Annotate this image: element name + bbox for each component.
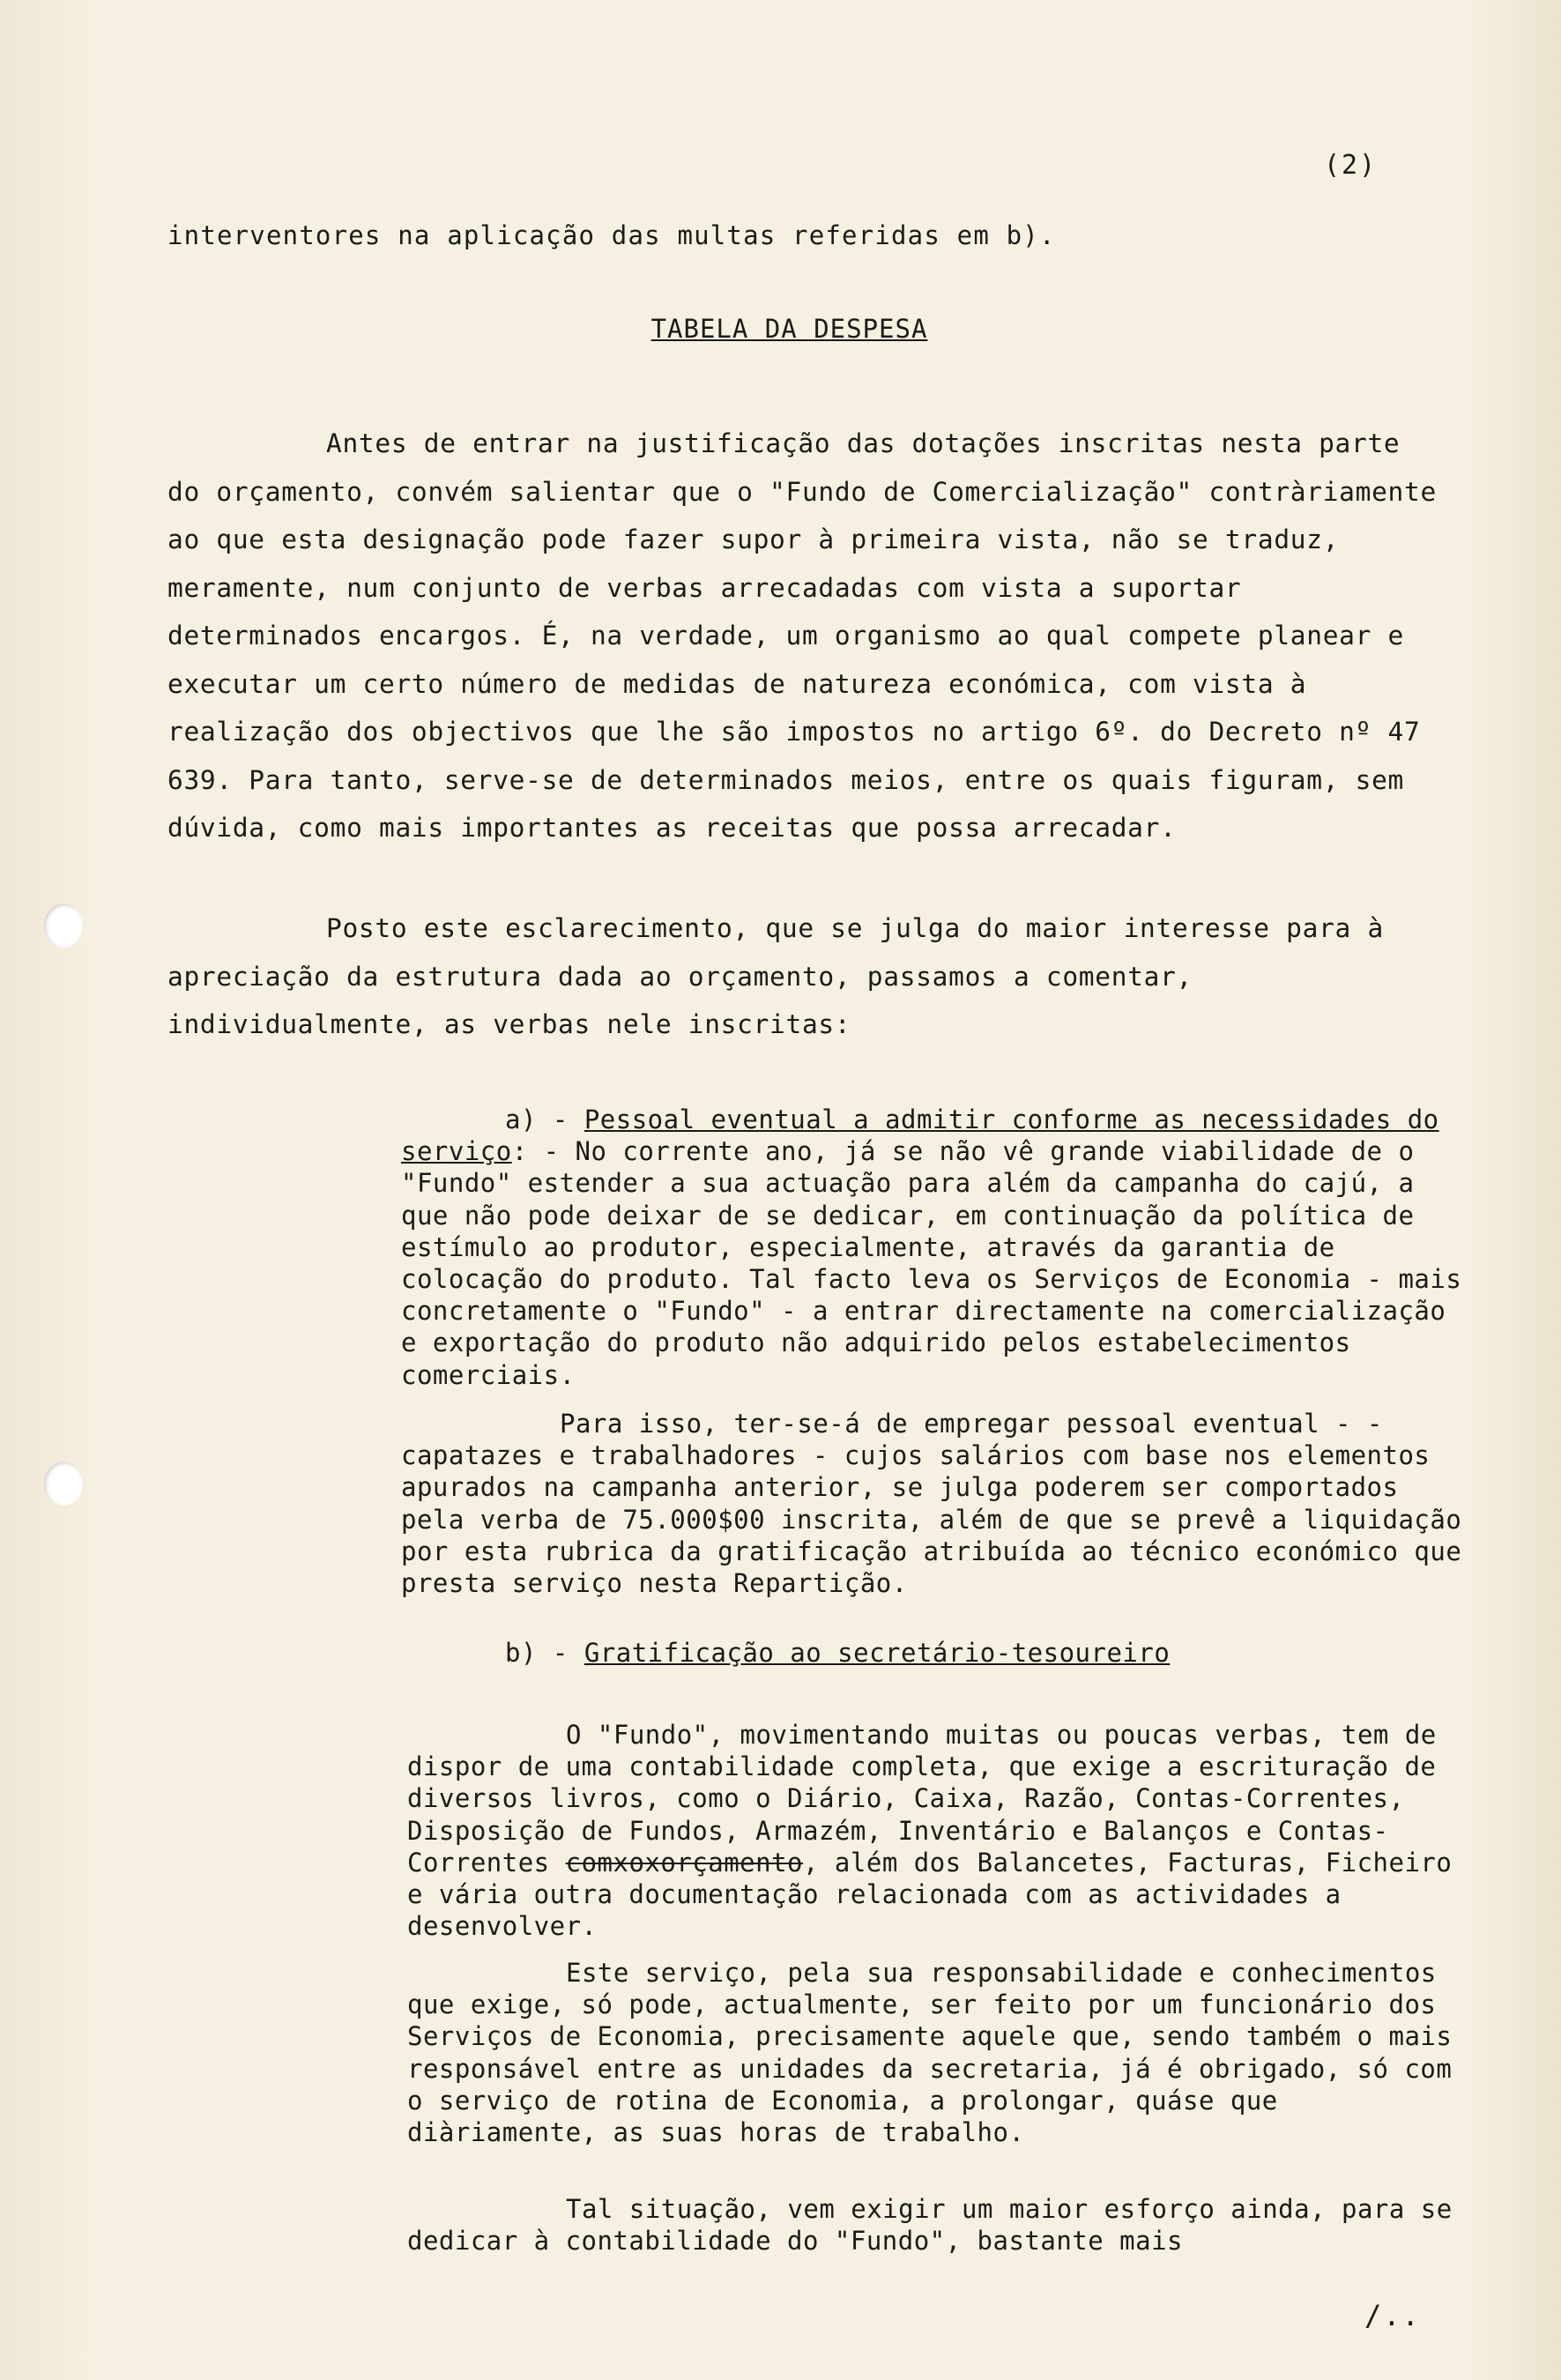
item-a-text2: Para isso, ter-se-á de empregar pessoal eventual - - capatazes e trabalhadores - cujos salários com base nos elementos apurados na campanha anterior, se julga poderem ser comportados pela verba de 75.000$00 inscrita, além de que se prevê a liquidação por esta rubrica da gratificação atribuída ao técnico económico que presta serviço nesta Repartição. [401, 1409, 1462, 1599]
section-heading: TABELA DA DESPESA [650, 314, 928, 344]
intro-paragraph [167, 420, 1437, 852]
continuation-mark: /.. [1364, 2299, 1421, 2332]
item-b-text1-after: , além dos Balancetes, Facturas, Ficheiro e vária outra documentação relacionada com as actividades a desenvolver. [407, 1847, 1453, 1942]
item-a-continuation [401, 1408, 1472, 1599]
item-a [401, 1104, 1472, 1391]
item-b-text2: Este serviço, pela sua responsabilidade e conhecimentos que exige, só pode, actualmente, ser feito por um funcionário dos Serviços de Economia, precisamente aquele que, sendo também o mais responsável entre as unidades da secretaria, já é obrigado, só com o serviço de rotina de Economia, a prolongar, quáse que diàriamente, as suas horas de trabalho. [407, 1958, 1453, 2148]
punch-hole-lower [44, 1461, 83, 1506]
item-a-title: Pessoal eventual a admitir conforme as necessidades do serviço [401, 1104, 1439, 1167]
item-a-text: : - No corrente ano, já se não vê grande viabilidade de o "Fundo" estender a sua actuação para além da campanha do cajú, a que não pode deixar de se dedicar, em continuação da política de estímulo ao produtor, especialmente, através da garantia de colocação do produto. Tal facto leva os Serviços de Economia - mais concretamente o "Fundo" - a entrar directamente na comercialização e exportação do produto não adquirido pelos estabelecimentos comerciais. [401, 1136, 1462, 1390]
carryover-line: interventores na aplicação das multas referidas em b). [167, 220, 1056, 250]
item-b-text3: Tal situação, vem exigir um maior esforço ainda, para se dedicar à contabilidade do "Fundo", bastante mais [407, 2194, 1453, 2257]
item-b-paragraph-3 [407, 2193, 1478, 2257]
item-b-label: b) - [505, 1638, 584, 1668]
item-b-text1-before: O "Fundo", movimentando muitas ou poucas verbas, tem de dispor de uma contabilidade completa, que exige a escrituração de diversos livros, como o Diário, Caixa, Razão, Contas-Correntes, Disposição de Fundos, Armazém, Inventário e Balanços e Contas-Correntes [407, 1720, 1437, 1878]
item-b-title: Gratificação ao secretário-tesoureiro [584, 1638, 1171, 1668]
item-b-header [401, 1637, 1472, 1669]
clarification-paragraph [167, 904, 1437, 1049]
page-number: (2) [1324, 150, 1378, 181]
item-a-label: a) - [505, 1104, 584, 1134]
item-b-paragraph-2 [407, 1957, 1478, 2148]
intro-paragraph-text: Antes de entrar na justificação das dotações inscritas nesta parte do orçamento, convém salientar que o "Fundo de Comercialização" contràriamente ao que esta designação pode fazer supor à primeira vista, não se traduz, meramente, num conjunto de verbas arrecadadas com vista a suportar determinados encargos. É, na verdade, um organismo ao qual compete planear e executar um certo número de medidas de natureza económica, com vista à realização dos objectivos que lhe são impostos no artigo 6º. do Decreto nº 47 639. Para tanto, serve-se de determinados meios, entre os quais figuram, sem dúvida, como mais importantes as receitas que possa arrecadar. [167, 428, 1437, 843]
item-b-paragraph-1 [407, 1719, 1478, 1942]
punch-hole-upper [44, 904, 83, 948]
clarification-paragraph-text: Posto este esclarecimento, que se julga do maior interesse para à apreciação da estrutura dada ao orçamento, passamos a comentar, individualmente, as verbas nele inscritas: [167, 913, 1384, 1039]
item-b-text1-struck: comxoxorçamento [565, 1847, 804, 1878]
